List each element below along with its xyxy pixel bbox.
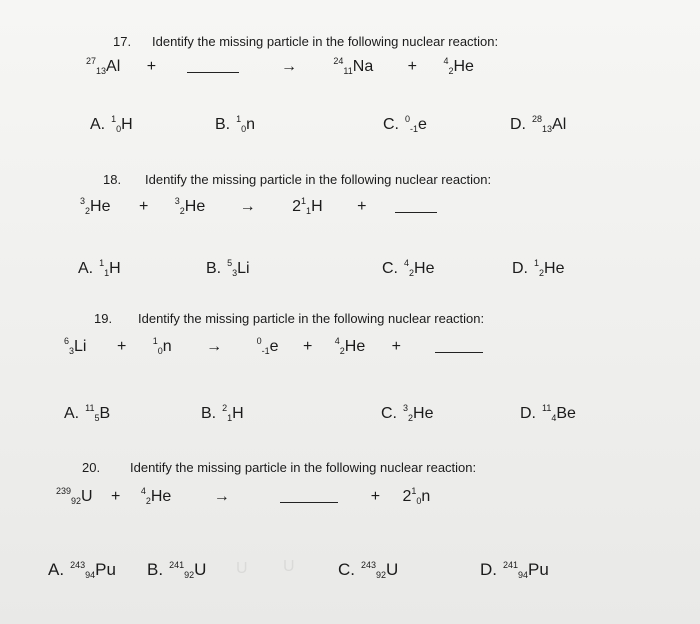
question-19-option-c[interactable]: C. $^3_2$He [381, 403, 434, 423]
question-20-equation: $^{239}_{92}$U + $^4_2$He → + $2^1_0n$ [56, 486, 431, 506]
question-17-equation: $^{27}_{13}$Al + → $^{24}_{11}$Na + $^4_2$He [86, 56, 474, 76]
question-19-option-b[interactable]: B. $^2_1$H [201, 403, 244, 423]
question-19-equation: $^6_3$Li + $^1_0$n → $^0_{-1}$e + $^4_2$He + [64, 336, 483, 356]
question-20-option-c[interactable]: C. $^{243}_{92}$U [338, 560, 399, 580]
question-18-option-a[interactable]: A. $^1_1$H [78, 258, 121, 278]
question-20-option-d[interactable]: D. $^{241}_{94}$Pu [480, 560, 549, 580]
question-17-prompt: Identify the missing particle in the following nuclear reaction: [152, 34, 499, 49]
question-17-option-a[interactable]: A. $^1_0$H [90, 114, 133, 134]
question-20-option-b[interactable]: B. $^{241}_{92}$U [147, 560, 207, 580]
question-19-prompt: Identify the missing particle in the following nuclear reaction: [138, 311, 485, 326]
question-18-number: 18. [103, 172, 122, 187]
question-20-number: 20. [82, 460, 101, 475]
faint-bleedthrough-1: U [236, 560, 248, 577]
question-18-option-c[interactable]: C. $^4_2$He [382, 258, 435, 278]
question-19-option-a[interactable]: A. $^{11}_5$B [64, 403, 111, 423]
question-20-option-a[interactable]: A. $^{243}_{94}$Pu [48, 560, 116, 580]
question-18-equation: $^3_2He + ^3_2He \to 2^1_1H$ + [80, 196, 437, 216]
question-18-option-b[interactable]: B. $^5_3$Li [206, 258, 250, 278]
question-17-option-c[interactable]: C. $^0_{-1}$e [383, 114, 427, 134]
question-18-option-d[interactable]: D. $^1_2$He [512, 258, 565, 278]
question-18-prompt: Identify the missing particle in the following nuclear reaction: [145, 172, 492, 187]
question-17-number: 17. [113, 34, 132, 49]
question-17-option-b[interactable]: B. $^1_0$n [215, 114, 256, 134]
question-19-number: 19. [94, 311, 113, 326]
question-20-prompt: Identify the missing particle in the following nuclear reaction: [130, 460, 477, 475]
faint-bleedthrough-2: U [283, 558, 295, 575]
question-19-option-d[interactable]: D. $^{11}_4$Be [520, 403, 576, 423]
question-17-option-d[interactable]: D. $^{28}_{13}$Al [510, 114, 567, 134]
